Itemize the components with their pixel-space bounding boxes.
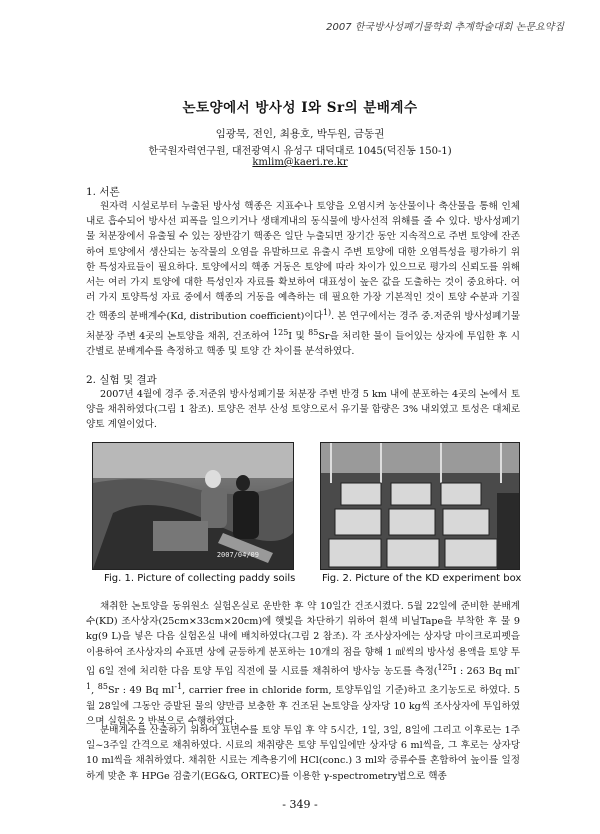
author-list: 임광묵, 전인, 최용호, 박두원, 금동권 xyxy=(215,128,385,140)
section-heading-methods: 2. 실험 및 결과 xyxy=(86,374,157,386)
procedure-text-e: , carrier free in chloride form, 토양투입일 기준)하고 초기농도로 하였다. 5월 28일에 그동안 증발된 물의 양만큼 보충한 후 건조된 논토양을 상자당 10 kg씩 조사상자에 투입하였으며 실험은 2 반복으로 수행하였다. xyxy=(86,685,521,727)
kd-experiment-box-photo-icon xyxy=(321,443,519,569)
sampling-paragraph: 분배계수를 산출하기 위하여 표면수를 토양 투입 후 약 5시간, 1일, 3일, 8일에 그리고 이후로는 1주일~3주일 간격으로 채취하였다. 시료의 채취량은 토양 투입일에만 상자당 6 ml씩을, 그 후로는 상자당 10 ml씩을 채취하였다. 채취한 시료는 계측용기에 HCl(conc.) 3 ml와 증류수를 혼합하여 높이를 일정하게 맞춘 후 HPGe 검출기(EG&G, ORTEC)를 이용한 γ-spectrometry법으로 핵종 xyxy=(86,725,520,782)
unit-exponent-1: -1 xyxy=(86,662,520,692)
intro-text-2: . 본 연구에서는 경주 중.저준위 방사성폐기물 처분장 주변 4곳의 논토양을 채취, 건조하여 xyxy=(86,311,520,342)
reference-marker: 1) xyxy=(322,308,332,318)
isotope-mass-i-125: 125 xyxy=(437,662,453,672)
paper-title: 논토양에서 방사성 I와 Sr의 분배계수 xyxy=(182,100,418,116)
procedure-text-d: Sr : 49 Bq ml xyxy=(107,685,175,697)
intro-text-1: 원자력 시설로부터 누출된 방사성 핵종은 지표수나 토양을 오염시켜 농산물이나 축산물을 통해 인체 내로 흡수되어 방사선 피폭을 일으키거나 생태계내의 동식물에 방사선적 위해를 줄 수 있다. 방사성폐기물 처분장에서 유출될 수 있는 장반감기 핵종은 일단 누출되면 장기간 동안 지속적으로 주변 토양에 잔존하여 토양에서 생산되는 농작물의 오염을 유발하므로 유출시 주변 토양에 대한 오염특성을 평가하기 위한 특성자료들이 필요하다. 토양에서의 핵종 거동은 토양에 따라 차이가 있으므로 평가의 신뢰도를 위해서는 여러 가지 토양에 대한 특성인자 자료를 확보하여 대표성이 높은 값을 도출하는 것이 중요하다. 여러 가지 토양특성 자료 중에서 핵종의 거동을 예측하는 데 필요한 가장 기본적인 것이 토양 수분과 기질 간 핵종의 분배계수(Kd, distribution coefficient)이다 xyxy=(86,201,520,323)
figure-1-photo xyxy=(92,442,294,570)
procedure-text-c: , xyxy=(91,685,98,697)
section-heading-introduction: 1. 서론 xyxy=(86,186,120,198)
isotope-mass-sr-85: 85 xyxy=(97,682,108,692)
page-number: - 349 - xyxy=(282,798,318,811)
isotope-mass-i: 125 xyxy=(273,327,289,337)
procedure-text-a: 채취한 논토양을 동위원소 실험온실로 운반한 후 약 10일간 건조시켰다. 5월 22일에 준비한 분배계수(KD) 조사상자(25cm×33cm×20cm)에 햇빛을 차단하기 위하여 흰색 비닐Tape을 부착한 후 물 9 kg(9 L)을 넣은 다음 실험온실 내에 배치하였다(그림 2 참조). 각 조사상자에는 상자당 마이크로피펫을 이용하여 조사상자의 수표면 상에 균등하게 분포하는 10개의 점을 향해 1 ㎖씩의 방사성 용액을 토양 투입 6일 전에 처리한 다음 토양 투입 직전에 물 시료를 채취하여 방사능 농도를 측정( xyxy=(86,601,520,677)
running-head: 2007 한국방사성폐기물학회 추계학술대회 논문요약집 xyxy=(326,22,564,33)
figure-2-caption: Fig. 2. Picture of the KD experiment box xyxy=(322,573,522,584)
paddy-soil-photo-icon xyxy=(93,443,293,569)
figure-1-caption: Fig. 1. Picture of collecting paddy soils xyxy=(104,573,296,584)
photo-date-stamp: 2007/04/09 xyxy=(216,551,259,559)
procedure-text-b: I : 263 Bq ml xyxy=(452,666,518,677)
affiliation: 한국원자력연구원, 대전광역시 유성구 대덕대로 1045(덕진동 150-1) xyxy=(148,146,452,157)
figure-2-photo xyxy=(320,442,520,570)
isotope-mass-sr: 85 xyxy=(308,327,319,337)
introduction-paragraph xyxy=(86,199,520,359)
intro-text-4: Sr을 처리한 물이 들어있는 상자에 투입한 후 시간별로 분배계수를 측정하고 핵종 및 토양 간 차이를 분석하였다. xyxy=(86,331,520,358)
procedure-paragraph xyxy=(86,599,520,729)
intro-text-3: I 및 xyxy=(288,331,309,342)
methods-paragraph: 2007년 4월에 경주 중.저준위 방사성폐기물 처분장 주변 반경 5 km 내에 분포하는 4곳의 논에서 토양을 채취하였다(그림 1 참조). 토양은 전부 산성 토양으로서 유기물 함량은 3% 내외였고 토성은 대체로 양토 계열이었다. xyxy=(86,389,520,431)
author-email[interactable]: kmlim@kaeri.re.kr xyxy=(252,157,348,168)
unit-exponent-2: -1 xyxy=(174,682,183,692)
